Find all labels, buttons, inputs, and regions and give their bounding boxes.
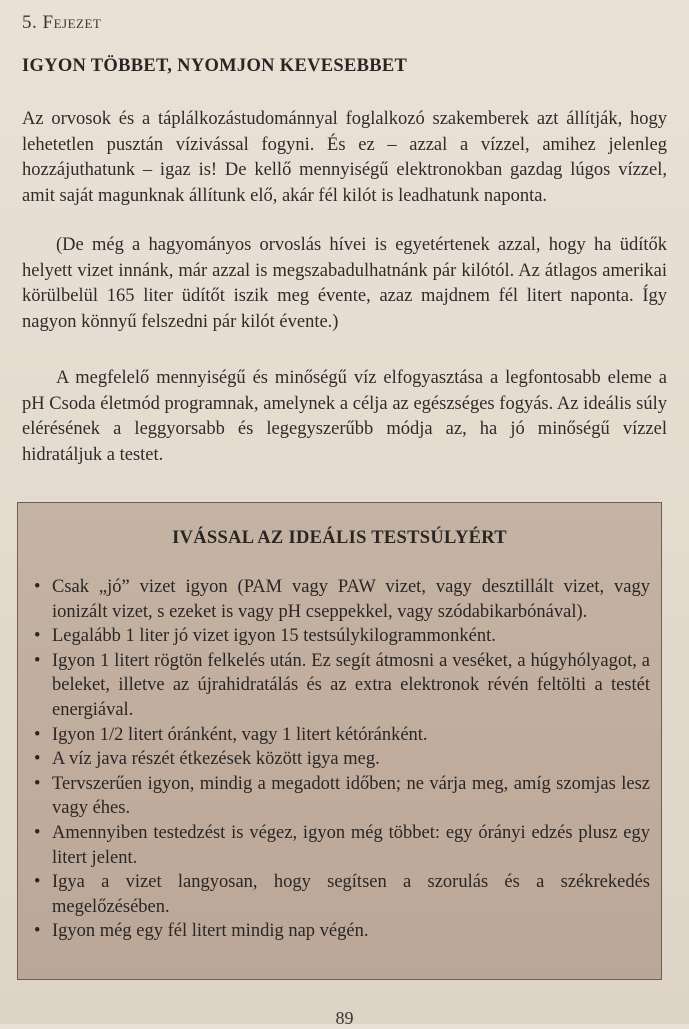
- tip-text: Legalább 1 liter jó vizet igyon 15 testsúlykilogrammonként.: [52, 626, 496, 647]
- bullet-icon: •: [34, 749, 41, 770]
- tip-text: Igyon még egy fél litert mindig nap végén.: [52, 921, 369, 942]
- paragraph-1: Az orvosok és a táplálkozástudománnyal foglalkozó szakemberek azt állítják, hogy lehetetlen pusztán vízivással fogyni. És ez – azzal a vízzel, amihez jelenleg hozzájuthatunk – igaz is! De kellő mennyiségű elektronokban gazdag lúgos vízzel, amit saját magunknak állítunk elő, akár fél kilót is leadhatunk naponta.: [22, 109, 667, 206]
- tip-item: [30, 919, 650, 944]
- paragraph-2: (De még a hagyományos orvoslás hívei is egyetértenek azzal, hogy ha üdítők helyett vizet innánk, már azzal is megszabadulhatnánk pár kilótól. Az átlagos amerikai körülbelül 165 liter üdítőt iszik meg évente, azaz majdnem fél litert naponta. Így nagyon könnyű felszedni pár kilót évente.): [22, 235, 667, 332]
- bullet-icon: •: [34, 773, 41, 794]
- bullet-icon: •: [34, 577, 41, 597]
- section-heading: IGYON TÖBBET, NYOMJON KEVESEBBET: [22, 56, 408, 76]
- bullet-icon: •: [34, 822, 41, 843]
- tip-text: Igyon 1/2 litert óránként, vagy 1 litert kétóránként.: [52, 724, 428, 745]
- bullet-icon: •: [34, 872, 41, 893]
- tips-box-title: IVÁSSAL AZ IDEÁLIS TESTSÚLYÉRT: [172, 528, 507, 548]
- tip-item: [30, 723, 650, 748]
- tips-box: [17, 502, 662, 980]
- chapter-label: 5. Fejezet: [22, 12, 102, 33]
- tip-item: [30, 772, 650, 821]
- tip-text: Csak „jó” vizet igyon (PAM vagy PAW vizet, vagy desztillált vizet, vagy ionizált vizet, s ezeket is vagy pH cseppekkel, vagy szódabikarbónával).: [52, 577, 650, 622]
- bullet-icon: •: [34, 921, 41, 942]
- bullet-icon: •: [34, 650, 41, 671]
- tip-item: [30, 870, 650, 919]
- tip-text: Igya a vizet langyosan, hogy segítsen a szorulás és a székrekedés megelőzésében.: [52, 872, 650, 917]
- tip-item: [30, 821, 650, 870]
- tip-item: [30, 575, 650, 624]
- page-number: 89: [335, 1008, 354, 1028]
- tip-text: A víz java részét étkezések között igya meg.: [52, 749, 380, 770]
- bullet-icon: •: [34, 626, 41, 647]
- tip-text: Igyon 1 litert rögtön felkelés után. Ez segít átmosni a veséket, a húgyhólyagot, a beleket, illetve az újrahidratálás és az extra elektronok révén feltölti a testét energiával.: [52, 650, 650, 720]
- tip-text: Amennyiben testedzést is végez, igyon még többet: egy órányi edzés plusz egy litert jelent.: [52, 822, 650, 868]
- bullet-icon: •: [34, 724, 41, 745]
- tip-item: [30, 624, 650, 649]
- tips-list: [30, 575, 650, 944]
- tip-item: [30, 747, 650, 772]
- tip-item: [30, 649, 650, 723]
- tip-text: Tervszerűen igyon, mindig a megadott időben; ne várja meg, amíg szomjas lesz vagy éhes.: [52, 773, 650, 819]
- paragraph-3: A megfelelő mennyiségű és minőségű víz elfogyasztása a legfontosabb eleme a pH Csoda életmód programnak, amelynek a célja az egészséges fogyás. Az ideális súly elérésének a leggyorsabb és legegyszerűbb módja az, ha jó minőségű vízzel hidratáljuk a testet.: [22, 368, 667, 465]
